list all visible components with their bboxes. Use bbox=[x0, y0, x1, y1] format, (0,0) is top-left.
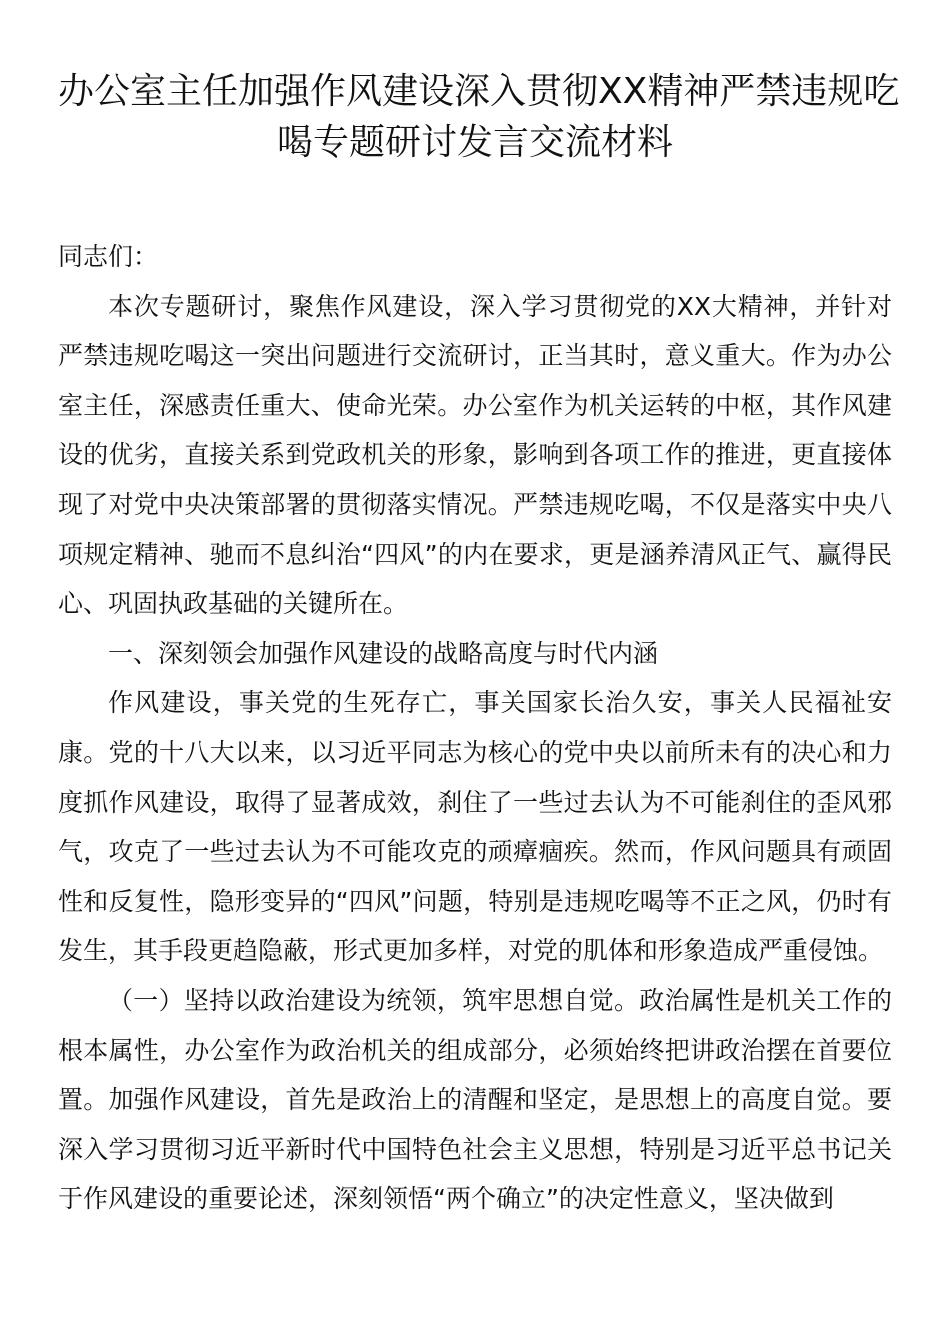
section-heading-1: 一、深刻领会加强作风建设的战略高度与时代内涵 bbox=[108, 638, 659, 668]
salutation: 同志们： bbox=[58, 242, 159, 271]
title-line-1: 办公室主任加强作风建设深入贯彻XX精神严禁违规吃 bbox=[58, 71, 900, 112]
title-line-2: 喝专题研讨发言交流材料 bbox=[276, 122, 673, 163]
paragraph-intro: 本次专题研讨，聚焦作风建设，深入学习贯彻党的XX大精神，并针对严禁违规吃喝这一突出问题进行交流研讨，正当其时，意义重大。作为办公室主任，深感责任重大、使命光荣。办公室作为机关运转的中枢，其作风建设的优劣，直接关系到党政机关的形象，影响到各项工作的推进，更直接体现了对党中央决策部署的贯彻落实情况。严禁违规吃喝，不仅是落实中央八项规定精神、驰而不息纠治“四风”的内在要求，更是涵养清风正气、赢得民心、巩固执政基础的关键所在。 bbox=[58, 291, 892, 619]
paragraph-political-building: （一）坚持以政治建设为统领，筑牢思想自觉。政治属性是机关工作的根本属性，办公室作为政治机关的组成部分，必须始终把讲政治摆在首要位置。加强作风建设，首先是政治上的清醒和坚定，是思想上的高度自觉。要深入学习贯彻习近平新时代中国特色社会主义思想，特别是习近平总书记关于作风建设的重要论述，深刻领悟“两个确立”的决定性意义，坚决做到 bbox=[58, 985, 892, 1214]
document-title bbox=[58, 66, 900, 168]
document-body bbox=[58, 232, 892, 1224]
paragraph-style-importance: 作风建设，事关党的生死存亡，事关国家长治久安，事关人民福祉安康。党的十八大以来，以习近平同志为核心的党中央以前所未有的决心和力度抓作风建设，取得了显著成效，刹住了一些过去认为不可能刹住的歪风邪气，攻克了一些过去认为不可能攻克的顽瘴痼疾。然而，作风问题具有顽固性和反复性，隐形变异的“四风”问题，特别是违规吃喝等不正之风，仍时有发生，其手段更趋隐蔽，形式更加多样，对党的肌体和形象造成严重侵蚀。 bbox=[58, 688, 892, 966]
